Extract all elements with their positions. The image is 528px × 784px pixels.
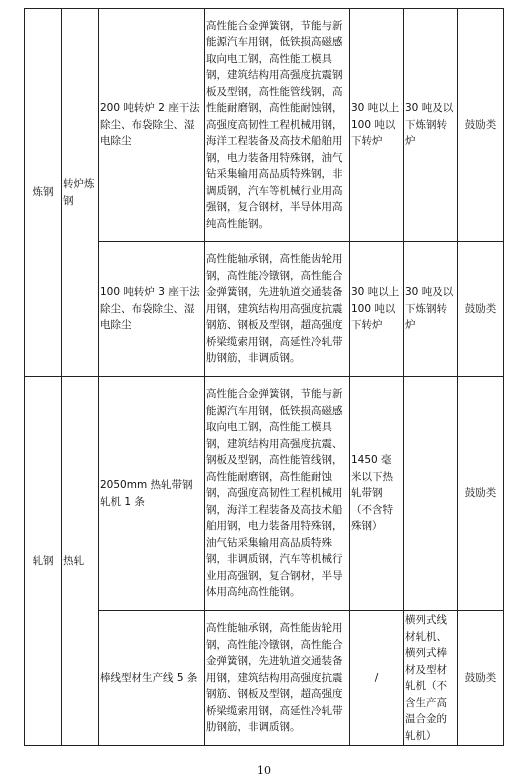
scale-cell: 30 吨以上100 吨以下转炉 — [350, 9, 404, 242]
equipment-cell: 200 吨转炉 2 座干法除尘、布袋除尘、湿电除尘 — [99, 9, 205, 242]
equipment-cell: 2050mm 热轧带钢轧机 1 条 — [99, 377, 205, 611]
limit-cell: 30 吨及以下炼钢转炉 — [404, 242, 458, 377]
limit-cell: 横列式线材轧机、横列式棒材及型材轧机（不含生产高温合金的轧机） — [404, 611, 458, 746]
category-cell: 鼓励类 — [458, 9, 504, 242]
process-cell: 热轧 — [62, 377, 99, 746]
products-cell: 高性能轴承钢，高性能齿轮用钢，高性能冷镦钢，高性能合金弹簧钢，先进轨道交通装备用钢，建筑结构用高强度抗震钢筋、钢板及型钢，超高强度桥梁缆索用钢，高延性冷轧带肋钢筋，非调质钢。 — [205, 611, 350, 746]
category-cell: 鼓励类 — [458, 611, 504, 746]
products-cell: 高性能轴承钢，高性能齿轮用钢，高性能冷镦钢，高性能合金弹簧钢，先进轨道交通装备用钢，建筑结构用高强度抗震钢筋、钢板及型钢，超高强度桥梁缆索用钢，高延性冷轧带肋钢筋，非调质钢。 — [205, 242, 350, 377]
equipment-cell: 100 吨转炉 3 座干法除尘、布袋除尘、湿电除尘 — [99, 242, 205, 377]
category-cell: 鼓励类 — [458, 377, 504, 611]
industry-cell: 炼钢 — [25, 9, 62, 377]
limit-cell: 30 吨及以下炼钢转炉 — [404, 9, 458, 242]
page-number: 10 — [257, 764, 271, 777]
table-row — [25, 377, 504, 611]
scale-cell: 1450 毫米以下热轧带钢（不含特殊钢） — [350, 377, 404, 611]
process-cell: 转炉炼钢 — [62, 9, 99, 377]
equipment-cell: 棒线型材生产线 5 条 — [99, 611, 205, 746]
industry-cell: 轧钢 — [25, 377, 62, 746]
limit-cell — [404, 377, 458, 611]
table-row — [25, 9, 504, 242]
policy-table — [24, 8, 504, 746]
products-cell: 高性能合金弹簧钢，节能与新能源汽车用钢，低铁损高磁感取向电工钢，高性能工模具钢，建筑结构用高强度抗震钢板及型钢，高性能管线钢，高性能耐磨钢，高性能耐蚀钢，高强度高韧性工程机械用钢，海洋工程装备及高技术船舶用钢，电力装备用特殊钢，油气钻采集输用高品质特殊钢，非调质钢，汽车等机械行业用高强钢，复合钢材，半导体用高纯高性能钢。 — [205, 9, 350, 242]
scale-cell: / — [350, 611, 404, 746]
products-cell: 高性能合金弹簧钢，节能与新能源汽车用钢，低铁损高磁感取向电工钢，高性能工模具钢，建筑结构用高强度抗震、钢板及型钢，高性能管线钢，高性能耐磨钢，高性能耐蚀钢，高强度高韧性工程机械用钢，海洋工程装备及高技术船舶用钢，电力装备用特殊钢，油气钻采集输用高品质特殊钢，非调质钢，汽车等机械行业用高强钢，复合钢材，半导体用高纯高性能钢。 — [205, 377, 350, 611]
scale-cell: 30 吨以上100 吨以下转炉 — [350, 242, 404, 377]
category-cell: 鼓励类 — [458, 242, 504, 377]
